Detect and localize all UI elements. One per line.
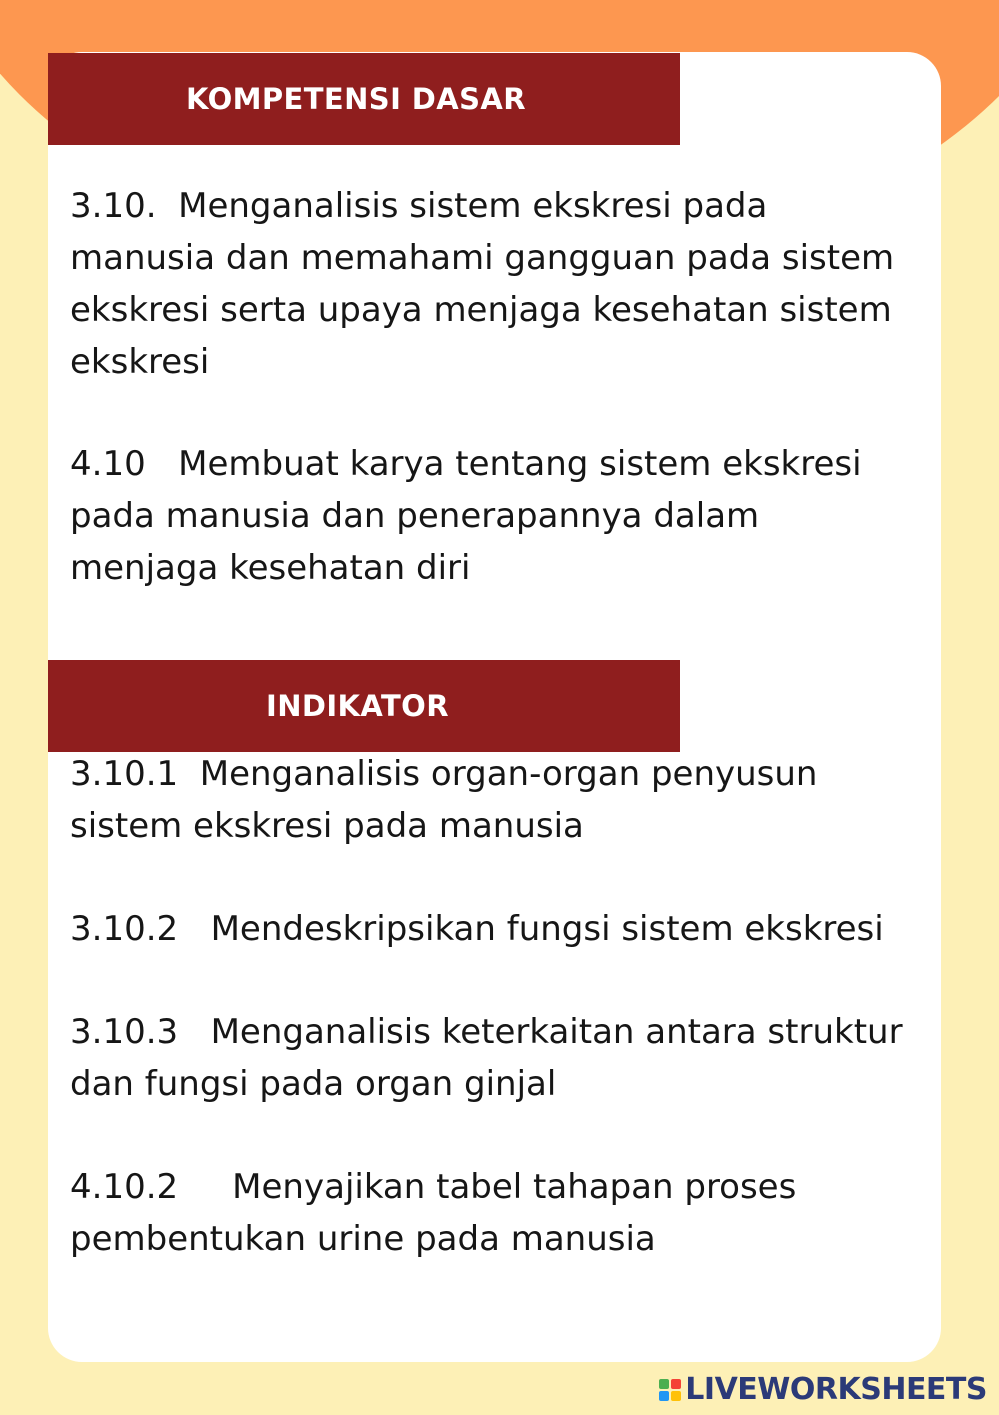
kompetensi-item-3-10: 3.10. Menganalisis sistem ekskresi pada manusia dan memahami gangguan pada sistem ekskresi serta upaya menjaga kesehatan sistem ekskresi: [70, 186, 895, 382]
liveworksheets-logo-icon: [659, 1379, 681, 1401]
indikator-item-3-10-3: 3.10.3 Menganalisis keterkaitan antara struktur dan fungsi pada organ ginjal: [70, 1012, 903, 1104]
kompetensi-dasar-banner: [48, 53, 680, 145]
indikator-item-4-10-2: 4.10.2 Menyajikan tabel tahapan proses pembentukan urine pada manusia: [70, 1167, 797, 1259]
logo-square-3: [659, 1391, 669, 1401]
indikator-item-3-10-2: 3.10.2 Mendeskripsikan fungsi sistem ekskresi: [70, 909, 884, 949]
indikator-banner: [48, 660, 680, 752]
kompetensi-dasar-heading: KOMPETENSI DASAR: [186, 82, 526, 116]
indikator-heading: INDIKATOR: [266, 689, 449, 723]
indikator-item-3-10-1: 3.10.1 Menganalisis organ-organ penyusun sistem ekskresi pada manusia: [70, 754, 818, 846]
kompetensi-item-4-10: 4.10 Membuat karya tentang sistem ekskresi pada manusia dan penerapannya dalam menjaga kesehatan diri: [70, 444, 862, 588]
logo-square-2: [671, 1379, 681, 1389]
liveworksheets-brand[interactable]: [659, 1372, 987, 1407]
liveworksheets-wordmark: LIVEWORKSHEETS: [685, 1372, 987, 1407]
logo-square-4: [671, 1391, 681, 1401]
logo-square-1: [659, 1379, 669, 1389]
